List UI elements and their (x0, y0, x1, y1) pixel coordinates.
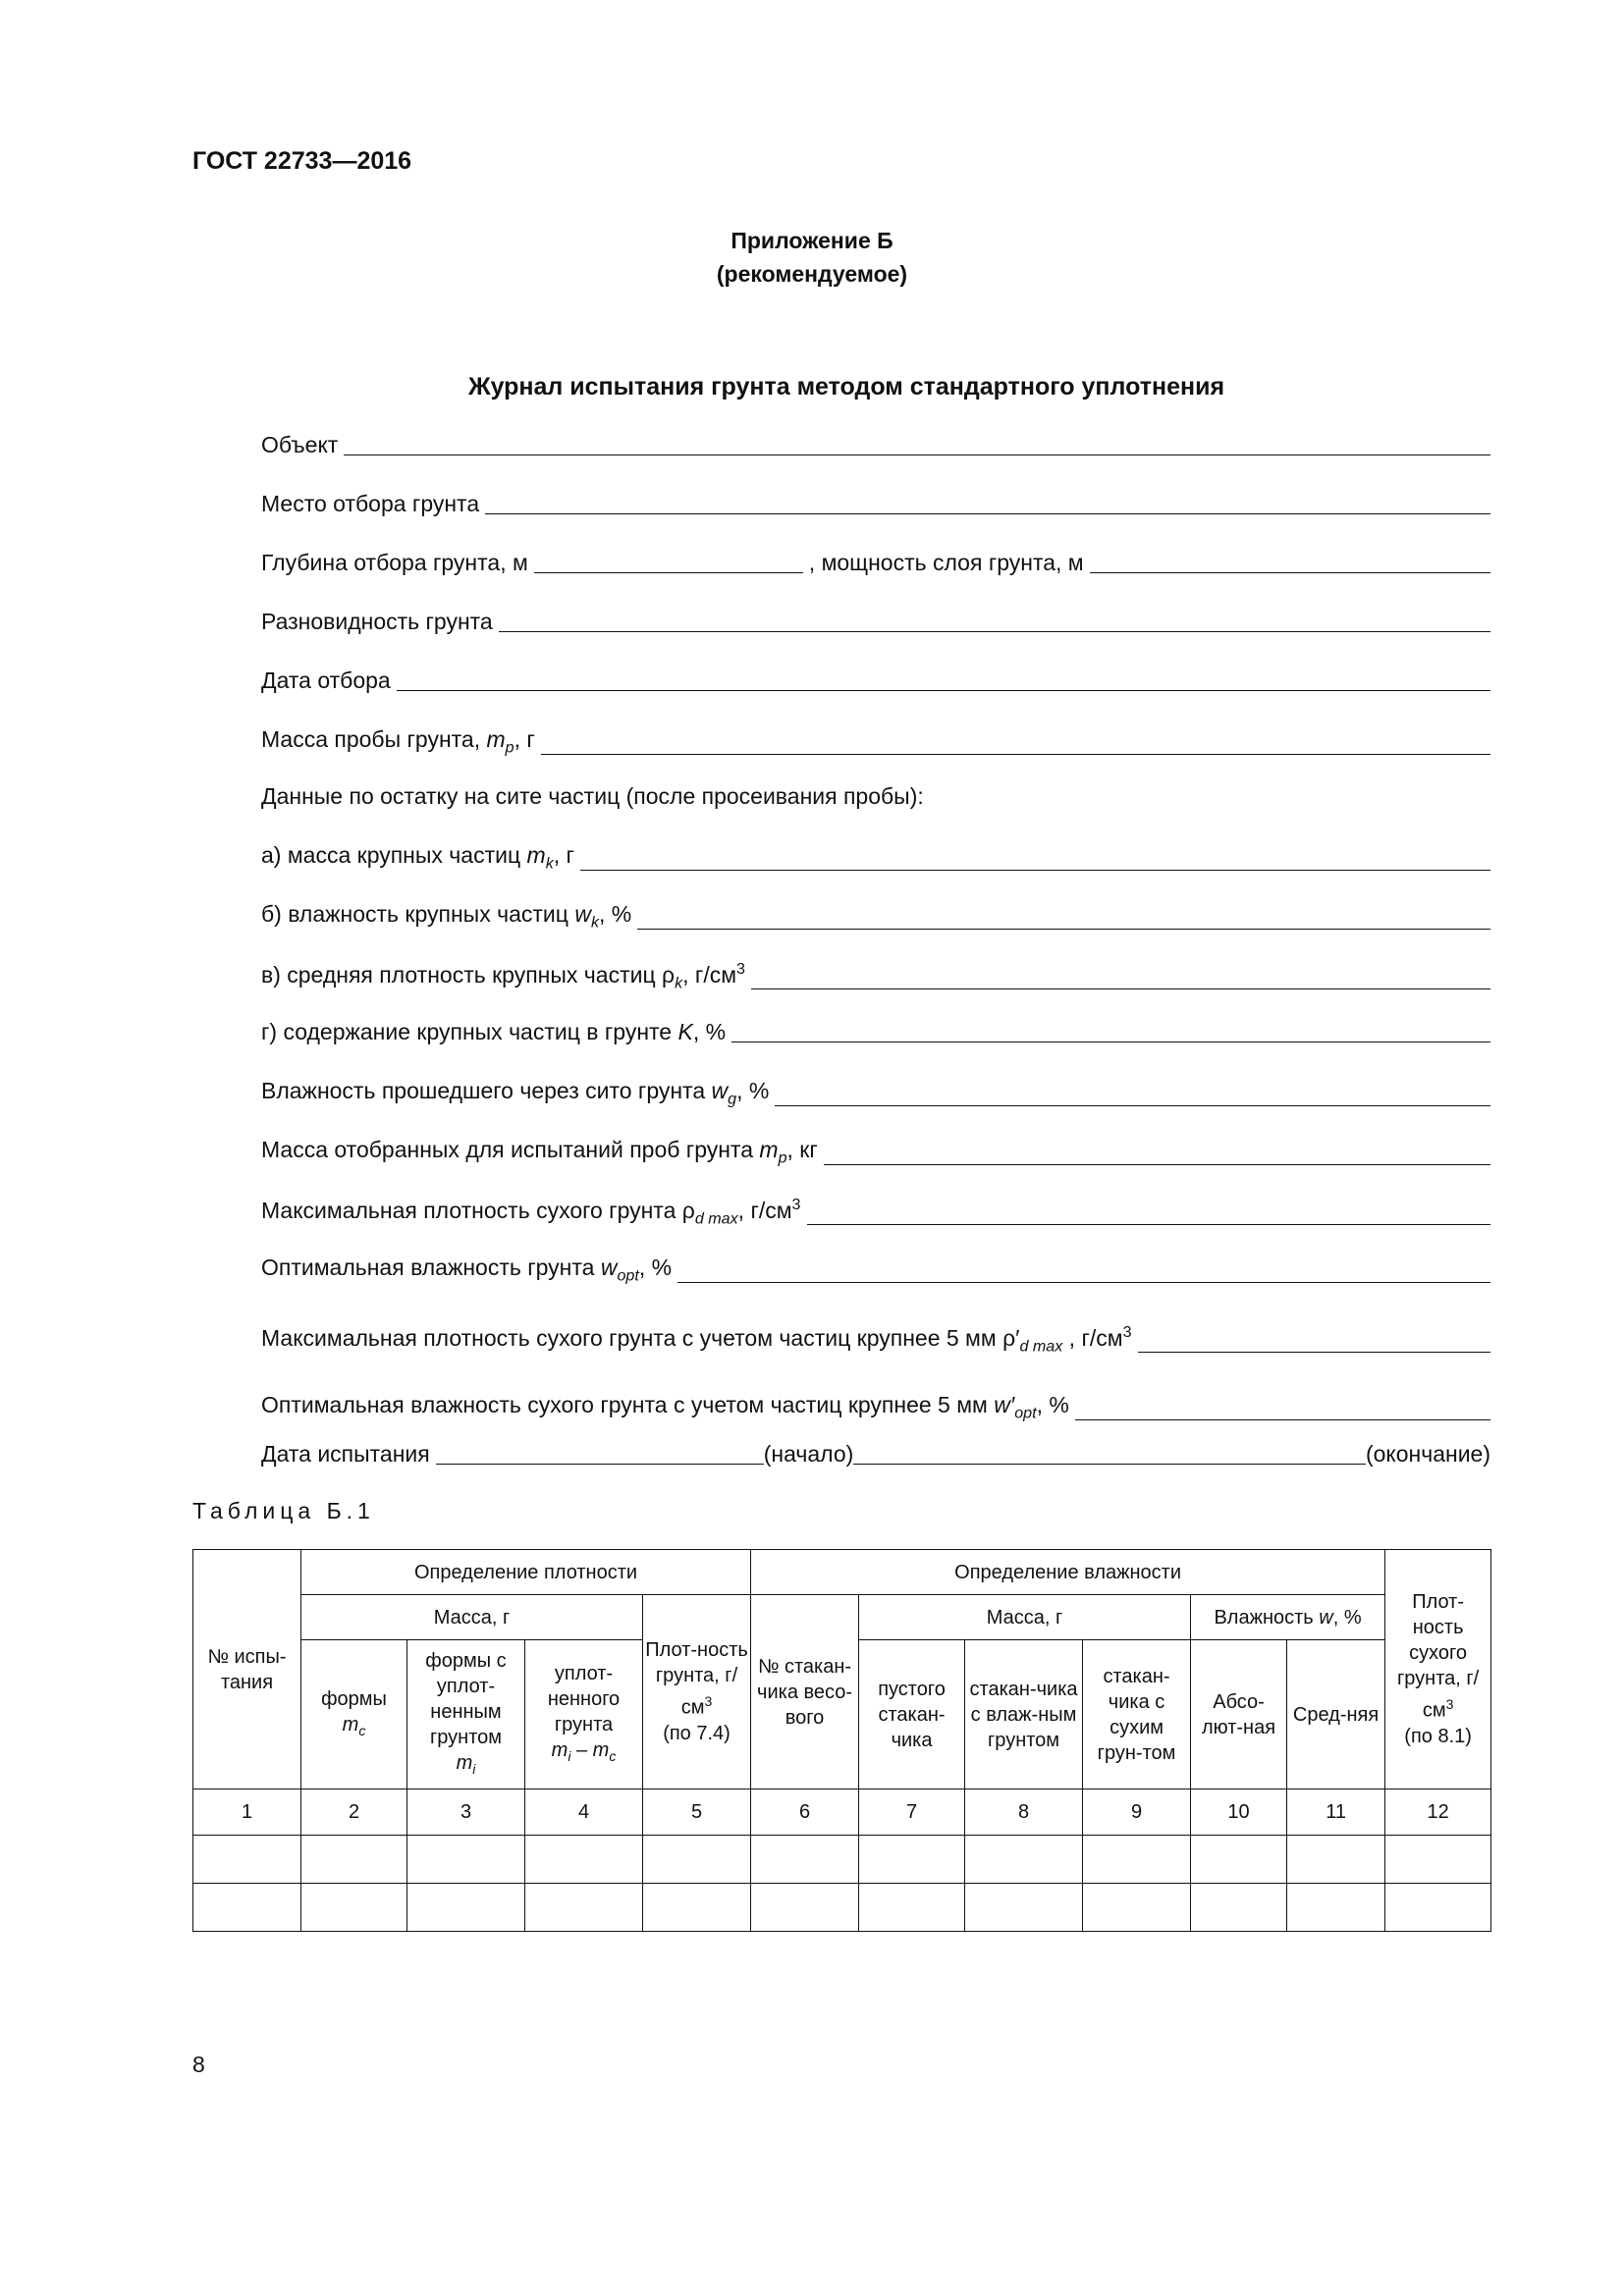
field-sampling-place-label: Место отбора грунта (261, 491, 480, 516)
table-cell[interactable] (859, 1884, 965, 1932)
field-sampling-date-line[interactable] (397, 689, 1490, 691)
col-empty-cup: пустого стакан-чика (859, 1640, 965, 1789)
field-max-dry-density-label: Максимальная плотность сухого грунта $\rho_{d max}$, $г/см^3$ (261, 1196, 801, 1228)
field-sampling-date (261, 667, 1490, 694)
column-number: 7 (859, 1789, 965, 1836)
column-number: 1 (193, 1789, 301, 1836)
table-cell[interactable] (751, 1836, 859, 1884)
table-cell[interactable] (525, 1836, 643, 1884)
field-coarse-content-line[interactable] (731, 1041, 1490, 1042)
field-soil-variety-line[interactable] (499, 630, 1490, 632)
test-log-table (192, 1549, 1491, 1932)
field-sampling-depth (261, 550, 1490, 576)
mass-group-header: Масса, г (301, 1595, 643, 1640)
field-sampling-date-label: Дата отбора (261, 667, 391, 693)
field-max-dry-density-5mm-line[interactable] (1138, 1351, 1490, 1353)
field-selected-mass-line[interactable] (824, 1163, 1490, 1165)
field-sampling-place (261, 491, 1490, 517)
field-object-label: Объект (261, 432, 339, 457)
table-row (193, 1836, 1491, 1884)
field-test-date-end-line[interactable] (853, 1463, 1366, 1465)
field-sample-mass-line[interactable] (541, 753, 1490, 755)
col-cup-no: № стакан-чика весо-вого (751, 1595, 859, 1789)
field-test-date (261, 1441, 1490, 1468)
col-absolute-moisture: Абсо-лют-ная (1191, 1640, 1287, 1789)
table-cell[interactable] (407, 1836, 525, 1884)
field-sample-mass (261, 726, 1490, 758)
field-soil-variety (261, 609, 1490, 635)
field-optimal-moisture (261, 1255, 1490, 1286)
table-cell[interactable] (1083, 1884, 1191, 1932)
field-sieved-moisture (261, 1078, 1490, 1109)
column-number: 8 (965, 1789, 1083, 1836)
field-optimal-moisture-label: Оптимальная влажность грунта $w_{opt}$, % (261, 1255, 673, 1285)
table-cell[interactable] (965, 1884, 1083, 1932)
field-layer-thickness-label: , мощность слоя грунта, м (808, 550, 1084, 575)
field-sampling-depth-line[interactable] (534, 571, 803, 573)
field-sieved-moisture-label: Влажность прошедшего через сито грунта $w_g$, % (261, 1078, 770, 1108)
field-selected-mass (261, 1137, 1490, 1168)
mass-group-2-header: Масса, г (859, 1595, 1191, 1640)
table-caption: Таблица Б.1 (192, 1498, 375, 1523)
field-optimal-moisture-line[interactable] (677, 1281, 1490, 1283)
table-cell[interactable] (751, 1884, 859, 1932)
field-coarse-density-line[interactable] (751, 988, 1490, 989)
field-test-date-label: Дата испытания (261, 1441, 430, 1467)
table-cell[interactable] (1191, 1884, 1287, 1932)
column-number: 3 (407, 1789, 525, 1836)
table-cell[interactable] (1385, 1884, 1491, 1932)
column-number-row (193, 1789, 1491, 1836)
field-coarse-content-label: г) содержание крупных частиц в грунте K, % (261, 1019, 727, 1044)
moisture-subgroup-header: Влажность w, % (1191, 1595, 1385, 1640)
table-cell[interactable] (193, 1836, 301, 1884)
column-number: 9 (1083, 1789, 1191, 1836)
column-number: 6 (751, 1789, 859, 1836)
field-coarse-moisture-label: б) влажность крупных частиц $w_k$, % (261, 901, 632, 932)
col-compacted-soil-mass: уплот-ненного грунта $m_i - m_c$ (525, 1640, 643, 1789)
annex-heading (0, 224, 1624, 291)
field-coarse-moisture (261, 901, 1490, 933)
field-object-line[interactable] (344, 454, 1490, 455)
field-coarse-mass-line[interactable] (580, 869, 1490, 871)
field-coarse-mass (261, 842, 1490, 874)
table-cell[interactable] (301, 1884, 407, 1932)
field-optimal-moisture-5mm-line[interactable] (1075, 1418, 1490, 1420)
column-number: 2 (301, 1789, 407, 1836)
table-cell[interactable] (643, 1884, 751, 1932)
table-cell[interactable] (859, 1836, 965, 1884)
column-number: 5 (643, 1789, 751, 1836)
field-test-start-label: (начало) (763, 1441, 854, 1467)
col-cup-dry-soil: стакан-чика с сухим грун-том (1083, 1640, 1191, 1789)
table-cell[interactable] (643, 1836, 751, 1884)
field-soil-variety-label: Разновидность грунта (261, 609, 493, 634)
col-form-mass: формы $m_c$ (301, 1640, 407, 1789)
field-coarse-density (261, 960, 1490, 992)
table-row (193, 1884, 1491, 1932)
page-number: 8 (192, 2052, 205, 2077)
table-cell[interactable] (1385, 1836, 1491, 1884)
field-max-dry-density-line[interactable] (807, 1223, 1491, 1225)
table-cell[interactable] (1287, 1884, 1385, 1932)
field-sieved-moisture-line[interactable] (775, 1104, 1490, 1106)
col-average-moisture: Сред-няя (1287, 1640, 1385, 1789)
annex-status: (рекомендуемое) (716, 261, 908, 287)
table-cell[interactable] (1083, 1836, 1191, 1884)
field-max-dry-density-5mm (261, 1323, 1490, 1356)
table-cell[interactable] (1191, 1836, 1287, 1884)
column-number: 12 (1385, 1789, 1491, 1836)
field-optimal-moisture-5mm-label: Оптимальная влажность сухого грунта с учетом частиц крупнее 5 мм $w'_{opt}$, % (261, 1392, 1069, 1422)
col-dry-density: Плот-ность сухого грунта, $г/см^3$ (по 8.1) (1385, 1550, 1491, 1789)
field-coarse-content (261, 1019, 1490, 1045)
field-coarse-mass-label: а) масса крупных частиц $m_k$, г (261, 842, 574, 873)
field-sampling-place-line[interactable] (485, 512, 1490, 514)
table-cell[interactable] (301, 1836, 407, 1884)
table-cell[interactable] (965, 1836, 1083, 1884)
col-form-compacted-mass: формы с уплот-ненным грунтом $m_i$ (407, 1640, 525, 1789)
column-number: 10 (1191, 1789, 1287, 1836)
field-selected-mass-label: Масса отобранных для испытаний проб грунта $m_p$, кг (261, 1137, 818, 1167)
table-cell[interactable] (407, 1884, 525, 1932)
field-object (261, 432, 1490, 458)
field-test-end-label: (окончание) (1365, 1441, 1490, 1467)
table-cell[interactable] (1287, 1836, 1385, 1884)
field-max-dry-density (261, 1196, 1490, 1228)
table-cell[interactable] (525, 1884, 643, 1932)
field-coarse-moisture-line[interactable] (637, 928, 1490, 930)
density-group-header: Определение плотности (301, 1550, 751, 1595)
moisture-group-header: Определение влажности (751, 1550, 1385, 1595)
col-cup-wet-soil: стакан-чика с влаж-ным грунтом (965, 1640, 1083, 1789)
field-sampling-depth-label: Глубина отбора грунта, м (261, 550, 528, 575)
column-number: 11 (1287, 1789, 1385, 1836)
annex-title: Приложение Б (731, 228, 893, 253)
document-id: ГОСТ 22733—2016 (192, 147, 412, 175)
col-density: Плот-ность грунта, $г/см^3$ (по 7.4) (643, 1595, 751, 1789)
field-sample-mass-label: Масса пробы грунта, $m_p$, г (261, 726, 535, 757)
field-layer-thickness-line[interactable] (1090, 571, 1490, 573)
field-test-date-start-line[interactable] (436, 1463, 764, 1465)
field-coarse-density-label: в) средняя плотность крупных частиц $\rho_k$, $г/см^3$ (261, 960, 745, 992)
field-max-dry-density-5mm-label: Максимальная плотность сухого грунта с учетом частиц крупнее 5 мм $\rho'_{d max}$ , $г/см^3$ (261, 1323, 1132, 1356)
field-optimal-moisture-5mm (261, 1392, 1490, 1423)
sieve-residue-heading: Данные по остатку на сите частиц (после просеивания пробы): (261, 783, 924, 809)
col-test-no: № испы-тания (193, 1550, 301, 1789)
column-number: 4 (525, 1789, 643, 1836)
table-cell[interactable] (193, 1884, 301, 1932)
journal-title: Журнал испытания грунта методом стандартного уплотнения (467, 373, 1225, 400)
